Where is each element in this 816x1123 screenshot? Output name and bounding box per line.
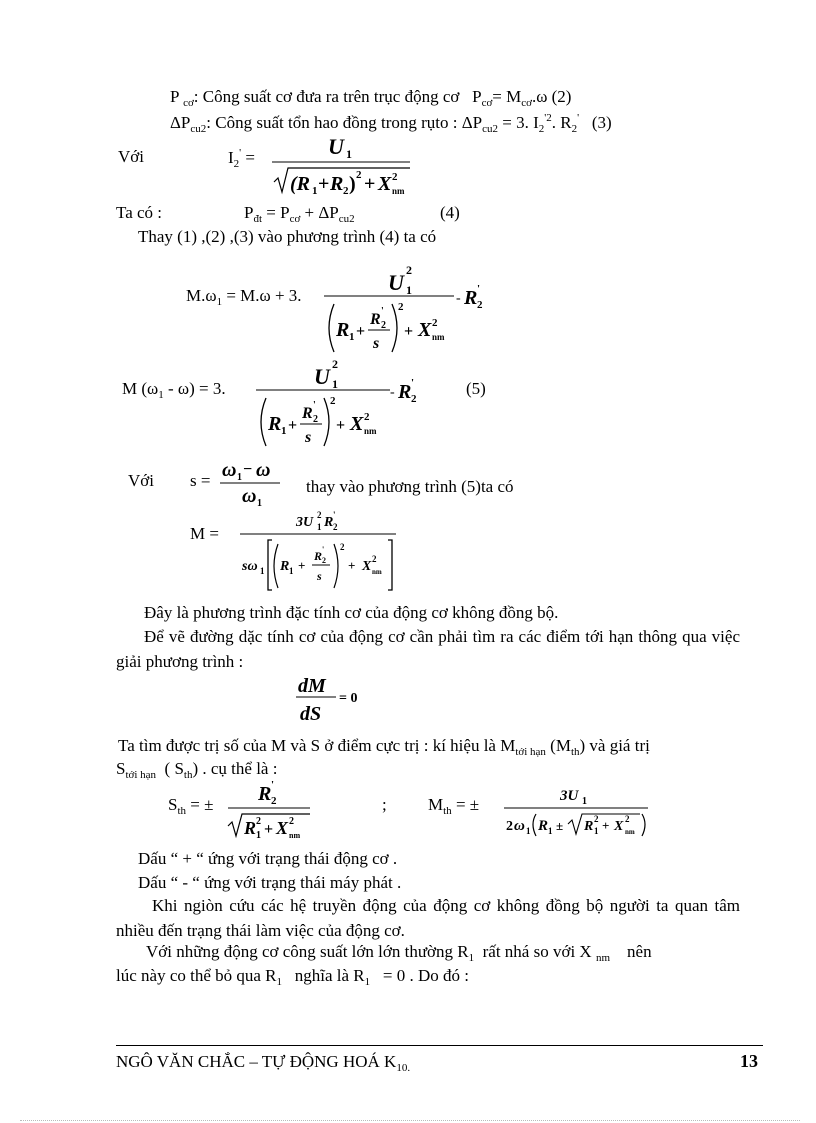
svg-text:s: s bbox=[317, 569, 322, 583]
svg-text:+: + bbox=[264, 821, 274, 838]
svg-text:ω: ω bbox=[256, 459, 271, 481]
svg-text:2: 2 bbox=[289, 816, 294, 827]
svg-text:2: 2 bbox=[625, 814, 630, 824]
svg-text:2: 2 bbox=[322, 556, 326, 565]
svg-text:': ' bbox=[271, 779, 275, 791]
svg-text:R: R bbox=[302, 405, 313, 422]
svg-text:R: R bbox=[584, 819, 594, 834]
formula-m bbox=[238, 508, 408, 594]
svg-text:X: X bbox=[614, 819, 624, 834]
svg-text:2: 2 bbox=[506, 819, 513, 834]
paragraph-4: Khi ngiòn cứu các hệ truyền động của động cơ không đồng bộ người ta quan tâm nhiều đến trạng thái làm việc của động cơ. bbox=[116, 896, 740, 940]
paragraph-1: Đây là phương trình đặc tính cơ của động cơ không đồng bộ. bbox=[144, 603, 559, 622]
svg-text:R: R bbox=[370, 311, 381, 328]
label-taco: Ta có : bbox=[116, 203, 163, 222]
svg-text:R: R bbox=[330, 173, 344, 195]
paragraph-5-line2: lúc này co thể bỏ qua $R_1$ nghĩa là $R_1$ = 0 . Do đó : bbox=[116, 966, 469, 988]
svg-text:R: R bbox=[324, 515, 334, 530]
svg-text:+: + bbox=[348, 558, 356, 573]
text-thayvao: thay vào phương trình (5)ta có bbox=[306, 477, 514, 496]
svg-text:nm: nm bbox=[364, 426, 377, 436]
svg-text:X: X bbox=[350, 413, 364, 435]
svg-text:3U: 3U bbox=[560, 788, 579, 804]
svg-text:1: 1 bbox=[349, 331, 355, 343]
eq-pdt: $P_{đt} = P_{cơ} + \Delta P_{cu2}$ bbox=[244, 203, 355, 225]
svg-text:+: + bbox=[318, 173, 330, 195]
svg-text:1: 1 bbox=[256, 830, 261, 841]
svg-text:2: 2 bbox=[432, 317, 438, 329]
svg-text:+: + bbox=[364, 173, 376, 195]
svg-text:': ' bbox=[411, 377, 415, 389]
paragraph-3-line1: Ta tìm được trị số của M và S ở điểm cực trị : kí hiệu là $M_{tới hạn}$ $(M_{th})$ và giá trị bbox=[118, 736, 650, 758]
formula-sth bbox=[226, 778, 316, 842]
s-label: s = bbox=[190, 471, 211, 490]
formula-m1-fraction bbox=[322, 262, 492, 358]
line-pco: P $_{cơ}$: Công suất cơ đưa ra trên trục động cơ $P_{cơ}= M_{cơ}.\omega$ (2) bbox=[170, 87, 572, 109]
svg-text:': ' bbox=[313, 400, 316, 411]
eq-m1-left: $M.\omega_1 = M.\omega + 3$. bbox=[186, 286, 302, 308]
svg-text:R: R bbox=[464, 287, 478, 309]
svg-text:1: 1 bbox=[257, 498, 262, 506]
label-voi-1: Với bbox=[118, 147, 144, 166]
svg-text:R: R bbox=[258, 783, 272, 805]
svg-text:1: 1 bbox=[317, 522, 322, 532]
svg-text:2: 2 bbox=[313, 414, 318, 425]
eq-m2-left: M $(\omega_1 - \omega) = 3$. bbox=[122, 379, 226, 401]
svg-text:2: 2 bbox=[411, 393, 417, 405]
svg-text:nm: nm bbox=[289, 831, 301, 840]
svg-text:2: 2 bbox=[332, 357, 338, 371]
svg-text:dM: dM bbox=[298, 675, 326, 697]
svg-text:nm: nm bbox=[432, 332, 445, 342]
svg-text:s: s bbox=[373, 335, 380, 352]
svg-text:ω: ω bbox=[222, 459, 237, 481]
svg-text:nm: nm bbox=[392, 186, 405, 196]
svg-text:+: + bbox=[602, 818, 610, 833]
svg-text:nm: nm bbox=[372, 568, 382, 576]
svg-text:nm: nm bbox=[625, 828, 635, 836]
formula-i2 bbox=[270, 132, 420, 198]
svg-text:2: 2 bbox=[477, 299, 483, 311]
svg-text:2: 2 bbox=[398, 301, 404, 313]
svg-text:U: U bbox=[388, 270, 404, 295]
svg-text:1: 1 bbox=[594, 826, 599, 836]
footer-author: NGÔ VĂN CHẮC – TỰ ĐỘNG HOÁ $K_{10.}$ bbox=[116, 1052, 411, 1074]
formula-s bbox=[218, 456, 288, 506]
formula-m2-fraction bbox=[254, 356, 424, 452]
svg-text:1: 1 bbox=[582, 796, 587, 807]
svg-text:R: R bbox=[398, 381, 412, 403]
svg-text:2: 2 bbox=[271, 795, 277, 807]
svg-text:2: 2 bbox=[381, 320, 386, 331]
line-dpcu2: $\Delta P_{cu2}$: Công suất tổn hao đồng trong rụto : $\Delta P_{cu2} = 3$. $I_2^{'2}$. $R_2'$ (3) bbox=[170, 112, 612, 135]
svg-text:2: 2 bbox=[406, 263, 412, 277]
eq-number-4: (4) bbox=[440, 203, 460, 222]
svg-text:±: ± bbox=[556, 818, 564, 833]
footer-rule bbox=[116, 1045, 763, 1046]
separator-semicolon: ; bbox=[382, 795, 387, 814]
svg-text:3U: 3U bbox=[296, 515, 314, 530]
svg-text:U: U bbox=[314, 364, 330, 389]
svg-text:-: - bbox=[456, 291, 461, 306]
svg-text:ω: ω bbox=[514, 818, 525, 834]
svg-text:1: 1 bbox=[548, 826, 553, 836]
svg-text:U: U bbox=[328, 134, 344, 159]
svg-text:1: 1 bbox=[406, 283, 412, 297]
svg-text:R: R bbox=[280, 559, 290, 574]
svg-text:R: R bbox=[268, 413, 282, 435]
eq-number-5: (5) bbox=[466, 379, 486, 398]
svg-text:2: 2 bbox=[333, 522, 338, 532]
i2-label: $I_2'$ = bbox=[228, 147, 255, 170]
svg-text:2: 2 bbox=[340, 542, 345, 552]
svg-text:1: 1 bbox=[237, 472, 242, 483]
svg-text:X: X bbox=[276, 818, 289, 838]
svg-text:1: 1 bbox=[332, 377, 338, 391]
svg-text:R: R bbox=[336, 319, 350, 341]
svg-text:s: s bbox=[305, 429, 312, 446]
svg-text:2: 2 bbox=[256, 816, 261, 827]
svg-text:X: X bbox=[378, 173, 392, 195]
svg-text:2: 2 bbox=[317, 510, 322, 520]
svg-text:X: X bbox=[362, 559, 372, 574]
svg-text:2: 2 bbox=[594, 814, 599, 824]
svg-text:(R: (R bbox=[290, 173, 310, 195]
formula-mth bbox=[502, 778, 662, 842]
svg-text:−: − bbox=[243, 461, 253, 478]
svg-text:': ' bbox=[333, 510, 336, 520]
svg-text:': ' bbox=[477, 283, 481, 295]
paragraph-2: Để vẽ đường dặc tính cơ của động cơ cần phải tìm ra các điểm tới hạn thông qua việc giải phương trình : bbox=[116, 627, 740, 671]
svg-text:): ) bbox=[349, 173, 356, 195]
paragraph-3-line2: $S_{tới hạn}$ ( $S_{th}$) . cụ thể là : bbox=[116, 759, 278, 781]
svg-text:dS: dS bbox=[300, 703, 322, 725]
svg-text:= 0: = 0 bbox=[339, 691, 358, 706]
svg-text:2: 2 bbox=[364, 411, 370, 423]
svg-text:2: 2 bbox=[330, 395, 336, 407]
svg-text:+: + bbox=[288, 417, 298, 434]
svg-text:2: 2 bbox=[356, 169, 362, 181]
svg-text:+: + bbox=[404, 323, 414, 340]
svg-text:-: - bbox=[390, 385, 395, 400]
svg-text:1: 1 bbox=[289, 566, 294, 576]
formula-dmds bbox=[296, 672, 376, 726]
mth-label: $M_{th}$ = ± bbox=[428, 795, 480, 817]
bottom-dotted-rule bbox=[20, 1120, 800, 1121]
text-dau-minus: Dấu “ - “ ứng với trạng thái máy phát . bbox=[138, 873, 402, 892]
text-thay: Thay (1) ,(2) ,(3) vào phương trình (4) ta có bbox=[138, 227, 437, 246]
svg-text:+: + bbox=[356, 323, 366, 340]
paragraph-5-line1: Với những động cơ công suất lớn lớn thường $R_1$ rất nhá so với X $_{nm}$ nên bbox=[146, 942, 652, 964]
svg-text:X: X bbox=[418, 319, 432, 341]
svg-text:sω: sω bbox=[242, 559, 258, 574]
svg-text:': ' bbox=[322, 545, 325, 554]
svg-text:ω: ω bbox=[242, 485, 257, 506]
page-number: 13 bbox=[740, 1051, 758, 1071]
sth-label: $S_{th}$ = ± bbox=[168, 795, 214, 817]
svg-text:1: 1 bbox=[281, 425, 287, 437]
svg-text:R: R bbox=[314, 549, 323, 563]
svg-text:': ' bbox=[381, 306, 384, 317]
svg-text:1: 1 bbox=[312, 185, 318, 197]
svg-text:2: 2 bbox=[392, 171, 398, 183]
svg-text:1: 1 bbox=[526, 826, 531, 836]
svg-text:+: + bbox=[336, 417, 346, 434]
svg-text:1: 1 bbox=[346, 147, 352, 161]
svg-text:+: + bbox=[298, 558, 306, 573]
svg-text:R: R bbox=[538, 818, 549, 834]
label-voi-2: Với bbox=[128, 471, 154, 490]
svg-text:2: 2 bbox=[372, 554, 377, 564]
svg-text:2: 2 bbox=[343, 185, 349, 197]
m-label: M = bbox=[190, 524, 219, 543]
svg-text:1: 1 bbox=[260, 566, 265, 576]
svg-text:R: R bbox=[244, 818, 257, 838]
text-dau-plus: Dấu “ + “ ứng với trạng thái động cơ . bbox=[138, 849, 398, 868]
